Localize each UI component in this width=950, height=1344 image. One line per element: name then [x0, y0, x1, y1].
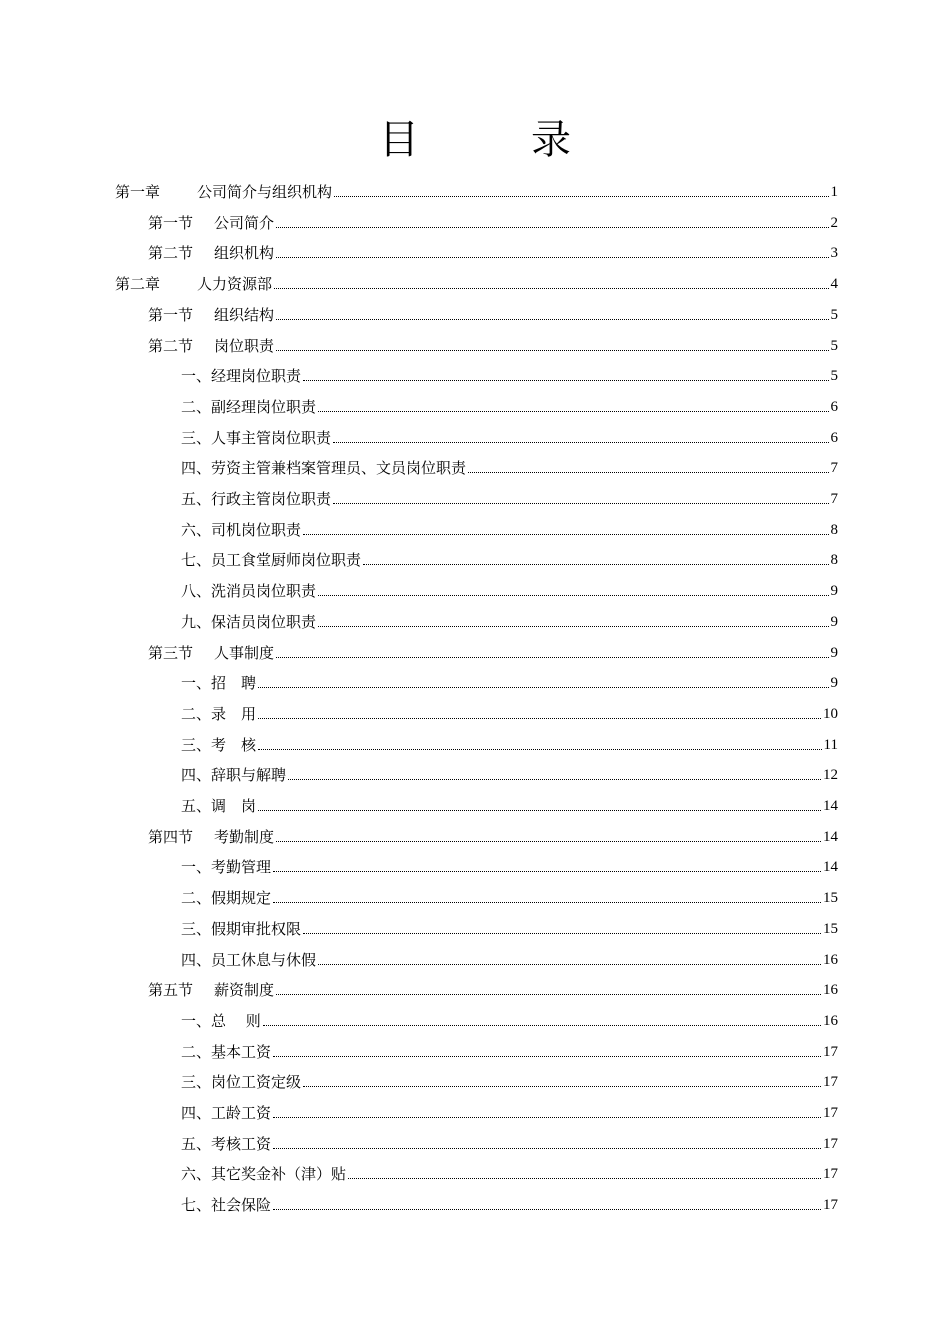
toc-entry-label [115, 182, 332, 202]
toc-page-number: 11 [823, 736, 838, 753]
toc-entry-text: 基本工资 [211, 1042, 272, 1061]
toc-entry[interactable] [181, 913, 838, 939]
toc-entry-text: 公司简介与组织机构 [197, 183, 333, 201]
toc-entry-label [181, 428, 331, 448]
toc-entry[interactable] [181, 1189, 838, 1215]
toc-entry-text: 经理岗位职责 [211, 367, 302, 386]
toc-entry-number: 第一节 [148, 305, 194, 324]
toc-entry-text: 洗消员岗位职责 [211, 582, 317, 601]
toc-entry-text: 考勤制度 [214, 827, 275, 846]
toc-entry[interactable] [115, 176, 838, 202]
toc-entry[interactable] [181, 1128, 838, 1154]
toc-page-number: 12 [823, 767, 838, 784]
toc-entry-text: 公司简介 [214, 213, 275, 232]
toc-dot-leader [468, 471, 828, 473]
toc-entry-text: 社会保险 [211, 1196, 272, 1215]
toc-entry-text: 假期规定 [211, 889, 272, 908]
toc-entry-label [181, 1164, 346, 1184]
toc-page-number: 4 [830, 276, 838, 293]
toc-page-number: 6 [830, 398, 838, 415]
toc-entry-number: 六、 [181, 1165, 212, 1184]
toc-entry[interactable] [181, 483, 838, 509]
toc-dot-leader [333, 502, 828, 504]
toc-entry[interactable] [181, 882, 838, 908]
toc-entry-number: 七、 [181, 1196, 212, 1215]
toc-page-number: 9 [830, 583, 838, 600]
toc-entry-label [181, 520, 301, 540]
toc-entry-number: 一、 [181, 858, 212, 877]
toc-entry-text: 其它奖金补（津）贴 [211, 1165, 347, 1184]
toc-page-number: 2 [830, 214, 838, 231]
toc-page-number: 17 [823, 1135, 838, 1152]
toc-entry[interactable] [181, 667, 838, 693]
toc-entry-text: 人事主管岗位职责 [211, 428, 332, 447]
toc-entry-number: 二、 [181, 889, 212, 908]
toc-entry-text: 薪资制度 [214, 981, 275, 1000]
toc-page-number: 9 [830, 613, 838, 630]
toc-entry[interactable] [181, 452, 838, 478]
toc-page-number: 14 [823, 859, 838, 876]
toc-entry-text: 工龄工资 [211, 1104, 272, 1122]
toc-entry-number: 第一章 [115, 183, 161, 201]
toc-entry-number: 九、 [181, 612, 212, 631]
toc-page-number: 14 [823, 798, 838, 814]
toc-entry-label [148, 827, 274, 847]
toc-entry-text: 考勤管理 [211, 858, 272, 877]
toc-entry-number: 第二章 [115, 275, 161, 294]
toc-dot-leader [276, 318, 828, 320]
toc-dot-leader [363, 563, 828, 565]
toc-entry-text: 辞职与解聘 [211, 766, 287, 785]
toc-dot-leader [276, 840, 821, 842]
toc-dot-leader [258, 686, 828, 688]
toc-entry-label [181, 397, 316, 417]
toc-entry-text: 招 聘 [211, 674, 257, 693]
toc-entry[interactable] [181, 759, 838, 785]
toc-page-number: 5 [830, 337, 838, 354]
toc-entry-text: 司机岗位职责 [211, 520, 302, 539]
toc-entry-text: 调 岗 [211, 797, 257, 815]
toc-entry-label [181, 1072, 301, 1092]
toc-page-number: 17 [823, 1074, 838, 1091]
toc-dot-leader [303, 379, 828, 381]
toc-page-number: 7 [830, 491, 838, 507]
toc-dot-leader [273, 1116, 821, 1118]
toc-entry-text: 员工休息与休假 [211, 950, 317, 969]
toc-entry-label [181, 489, 331, 509]
toc-dot-leader [276, 349, 828, 351]
toc-entry[interactable] [181, 1097, 838, 1123]
toc-dot-leader [258, 717, 821, 719]
toc-entry-text: 考核工资 [211, 1134, 272, 1153]
toc-dot-leader [303, 932, 821, 934]
toc-entry-label [181, 1042, 271, 1062]
toc-entry-number: 二、 [181, 397, 212, 416]
toc-entry-number: 一、 [181, 1011, 212, 1030]
toc-entry-number: 三、 [181, 735, 212, 754]
toc-entry[interactable] [181, 606, 838, 632]
toc-entry-label [181, 612, 316, 632]
toc-entry[interactable] [181, 1158, 838, 1184]
toc-entry-text: 劳资主管兼档案管理员、文员岗位职责 [211, 459, 467, 478]
toc-entry[interactable] [181, 1005, 838, 1031]
toc-entry-number: 一、 [181, 367, 212, 386]
toc-page-number: 9 [830, 644, 838, 661]
toc-entry-label [181, 765, 286, 785]
toc-entry-text: 组织机构 [214, 244, 275, 263]
toc-page-number: 10 [823, 705, 838, 722]
toc-entry-label [181, 1134, 271, 1154]
toc-entry-label [148, 213, 274, 233]
toc-entry-label [148, 243, 274, 263]
toc-entry[interactable] [181, 790, 838, 816]
toc-entry[interactable] [148, 821, 838, 847]
toc-entry-text: 假期审批权限 [211, 919, 302, 938]
toc-entry-label [181, 366, 301, 386]
toc-entry-label [181, 704, 256, 724]
toc-entry-label [181, 1195, 271, 1215]
toc-entry-number: 六、 [181, 520, 212, 539]
toc-page-number: 17 [823, 1197, 838, 1214]
toc-entry[interactable] [148, 637, 838, 663]
toc-entry[interactable] [181, 575, 838, 601]
toc-entry[interactable] [181, 851, 838, 877]
toc-page-number: 7 [830, 460, 838, 477]
toc-entry-text: 人力资源部 [197, 275, 273, 294]
toc-entry-number: 五、 [181, 490, 212, 508]
toc-page-number: 8 [830, 552, 838, 569]
toc-page-number: 14 [823, 828, 838, 845]
toc-page-number: 16 [823, 982, 838, 999]
toc-dot-leader [263, 1024, 821, 1026]
toc-entry-label [148, 643, 274, 663]
toc-entry[interactable] [181, 422, 838, 448]
toc-entry[interactable] [181, 944, 838, 970]
toc-dot-leader [303, 1085, 821, 1087]
toc-entry-number: 一、 [181, 674, 212, 693]
toc-entry[interactable] [148, 207, 838, 233]
toc-entry-number: 五、 [181, 1134, 212, 1153]
toc-entry-text: 人事制度 [214, 643, 275, 662]
toc-entry[interactable] [181, 729, 838, 755]
toc-entry[interactable] [181, 360, 838, 386]
toc-page-number: 15 [823, 920, 838, 937]
toc-entry[interactable] [181, 544, 838, 570]
toc-entry-text: 组织结构 [214, 305, 275, 324]
toc-entry-label [148, 980, 274, 1000]
toc-entry-text: 考 核 [211, 735, 257, 754]
toc-entry-number: 二、 [181, 704, 212, 723]
toc-entry-label [148, 336, 274, 356]
toc-dot-leader [303, 533, 828, 535]
toc-entry-label [181, 857, 271, 877]
toc-entry-number: 第一节 [148, 213, 194, 232]
toc-entry-number: 第四节 [148, 827, 194, 846]
toc-dot-leader [273, 1055, 821, 1057]
toc-dot-leader [276, 656, 828, 658]
toc-entry-number: 第二节 [148, 244, 194, 263]
toc-entry-number: 二、 [181, 1042, 212, 1061]
toc-dot-leader [274, 287, 828, 289]
toc-page-number: 5 [830, 306, 838, 323]
toc-page-number: 5 [830, 368, 838, 385]
toc-entry-text: 总 则 [211, 1011, 261, 1030]
toc-entry-number: 三、 [181, 1073, 212, 1092]
toc-entry-number: 三、 [181, 428, 212, 447]
toc-entry-text: 岗位工资定级 [211, 1073, 302, 1092]
toc-entry[interactable] [115, 268, 838, 294]
toc-page-number: 1 [830, 184, 838, 200]
toc-entry-text: 员工食堂厨师岗位职责 [211, 551, 362, 570]
toc-entry[interactable] [181, 698, 838, 724]
toc-page-number: 17 [823, 1105, 838, 1121]
toc-dot-leader [273, 870, 821, 872]
toc-entry[interactable] [181, 1036, 838, 1062]
toc-page-number: 3 [830, 245, 838, 262]
toc-entry-label [181, 550, 361, 570]
toc-dot-leader [318, 625, 828, 627]
toc-dot-leader [276, 993, 821, 995]
toc-entry[interactable] [148, 974, 838, 1000]
toc-dot-leader [258, 809, 821, 811]
toc-entry[interactable] [148, 299, 838, 325]
toc-entry-text: 保洁员岗位职责 [211, 612, 317, 631]
toc-entry-number: 第二节 [148, 336, 194, 355]
toc-entry[interactable] [148, 237, 838, 263]
toc-dot-leader [288, 778, 821, 780]
toc-page-number: 17 [823, 1043, 838, 1060]
toc-entry-number: 四、 [181, 459, 212, 478]
toc-entry[interactable] [181, 1066, 838, 1092]
toc-dot-leader [334, 195, 828, 197]
toc-entry-label [181, 950, 316, 970]
toc-dot-leader [276, 226, 828, 228]
toc-entry-label [181, 1011, 261, 1031]
toc-entry[interactable] [181, 514, 838, 540]
toc-page-number: 8 [830, 521, 838, 538]
toc-entry-label [181, 581, 316, 601]
toc-page-number: 9 [830, 675, 838, 692]
toc-entry-number: 四、 [181, 1104, 212, 1122]
toc-entry-label [181, 919, 301, 939]
toc-dot-leader [318, 963, 821, 965]
toc-entry-label [181, 1103, 271, 1123]
toc-entry-label [181, 888, 271, 908]
toc-entry-number: 第五节 [148, 981, 194, 1000]
toc-entry-text: 副经理岗位职责 [211, 397, 317, 416]
toc-entry-text: 行政主管岗位职责 [211, 490, 332, 508]
toc-dot-leader [273, 901, 821, 903]
toc-page-number: 6 [830, 429, 838, 446]
toc-entry-number: 第三节 [148, 643, 194, 662]
toc-dot-leader [276, 256, 828, 258]
toc-entry-number: 四、 [181, 950, 212, 969]
toc-dot-leader [348, 1177, 821, 1179]
toc-entry-text: 录 用 [211, 704, 257, 723]
toc-dot-leader [333, 441, 828, 443]
toc-entry-label [181, 796, 256, 816]
toc-page-number: 17 [823, 1166, 838, 1183]
toc-page-number: 16 [823, 1012, 838, 1029]
toc-entry-number: 七、 [181, 551, 212, 570]
toc-entry-label [181, 458, 466, 478]
toc-entry-label [115, 274, 272, 294]
page-title: 目 录 [379, 117, 607, 163]
toc-dot-leader [273, 1147, 821, 1149]
toc-entry-number: 八、 [181, 582, 212, 601]
toc-entry[interactable] [148, 330, 838, 356]
toc-dot-leader [318, 410, 828, 412]
toc-entry-label [148, 305, 274, 325]
toc-entry-text: 岗位职责 [214, 336, 275, 355]
toc-dot-leader [258, 748, 822, 750]
toc-dot-leader [318, 594, 828, 596]
toc-dot-leader [273, 1208, 821, 1210]
toc-entry-number: 四、 [181, 766, 212, 785]
toc-entry-label [181, 673, 256, 693]
toc-page-number: 16 [823, 951, 838, 968]
toc-page-number: 15 [823, 890, 838, 907]
toc-entry[interactable] [181, 391, 838, 417]
toc-entry-number: 五、 [181, 797, 212, 815]
toc-entry-label [181, 735, 256, 755]
toc-entry-number: 三、 [181, 919, 212, 938]
